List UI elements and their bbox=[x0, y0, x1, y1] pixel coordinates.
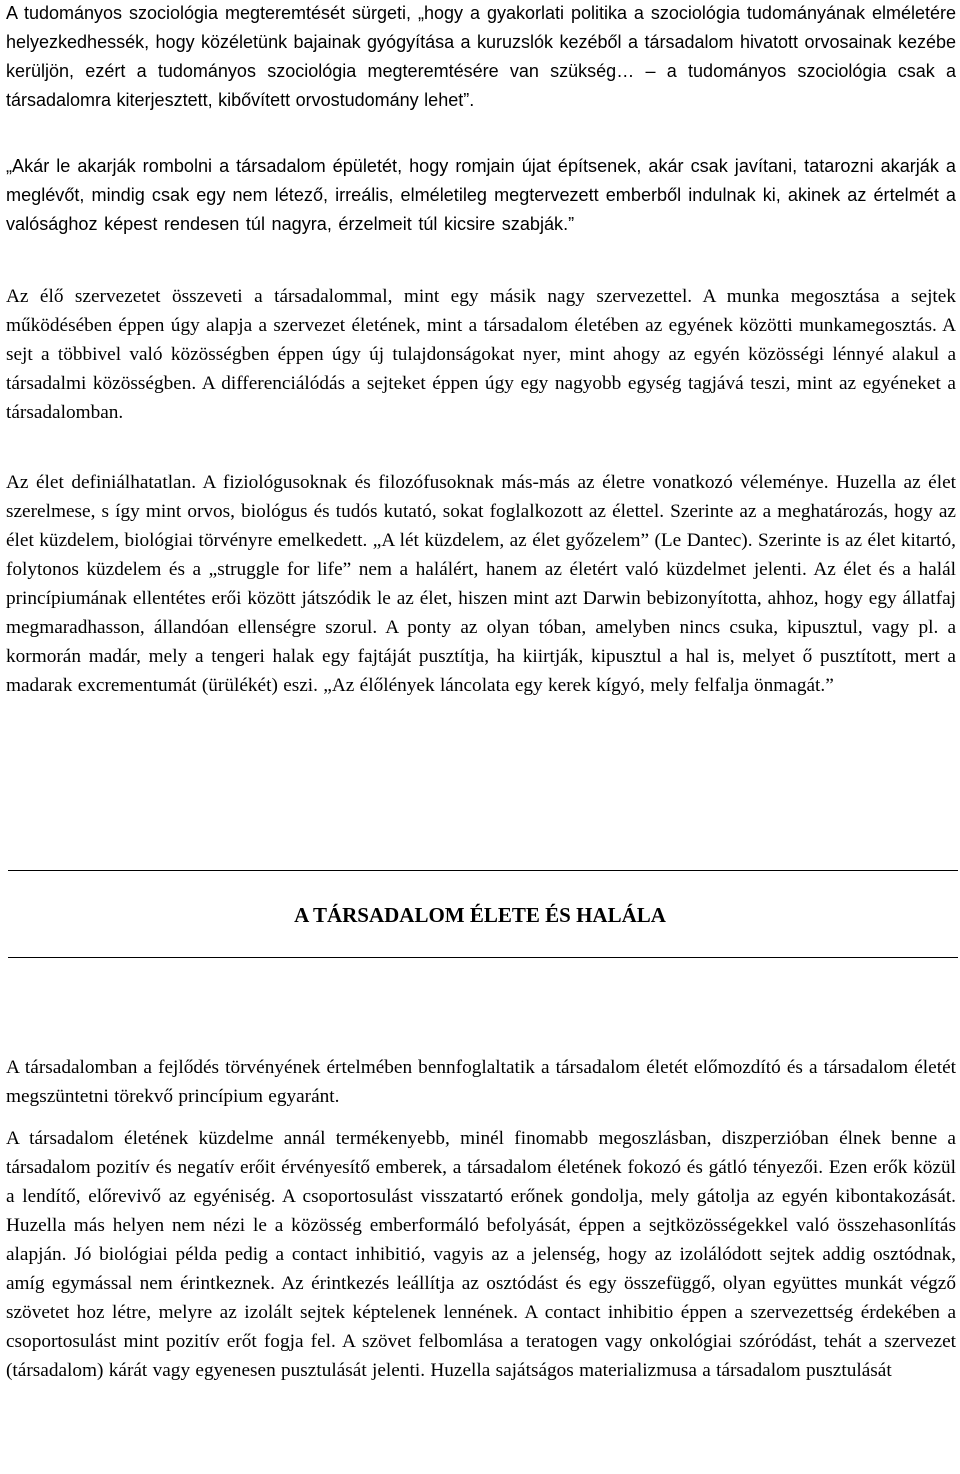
society-struggle-paragraph: A társadalom életének küzdelme annál termékenyebb, minél finomabb megoszlásban, diszperzióban élnek benne a társadalom pozitív és negatív erőit érvényesítő emberek, a társadalom életének fokozó és gátló tényezői. Ezen erők közül a lendítő, előrevivő az egyéniség. A csoportosulást visszatartó erőnek gondolja, mely gátolja az egyén kibontakozását. Huzella más helyen nem nézi le a közösség emberformáló befolyását, éppen a sejtközösségekkel való összehasonlítás alapján. Jó biológiai példa pedig a contact inhibitió, vagyis az a jelenség, hogy az izolálódott sejtek addig osztódnak, amíg egymással nem érintkeznek. Az érintkezés leállítja az osztódást és egy összefüggő, olyan együttes munkát végző szövetet hoz létre, melyre az izolált sejtek képtelenek lennének. A contact inhibitio éppen a szervezettség érdekében a csoportosulást mint pozitív erőt fogja fel. A szövet felbomlása a teratogen vagy onkológiai szóródást, tehát a szervezet (társadalom) kárát vagy egyenesen pusztulását jelenti. Huzella sajátságos materializmusa a társadalom pusztulását bbox=[6, 1128, 956, 1381]
life-definition-paragraph: Az élet definiálhatatlan. A fiziológusoknak és filozófusoknak más-más az életre vonatkozó véleménye. Huzella az élet szerelmese, s így mint orvos, biológus és tudós kutató, sokat foglalkozott az élettel. Szerinte az a meghatározás, hogy az élet küzdelem, biológiai törvényre emelkedett. „A lét küzdelem, az élet győzelem” (Le Dantec). Szerinte is az élet kitartó, folytonos küzdelem és a „struggle for life” nem a halálért, hanem az életért való küzdelmet jelenti. Az élet és a halál princípiumának ellentétes erői között játszódik le az élet, hiszen mint azt Darwin bebizonyította, ahhoz, hogy egy állatfaj megmaradhasson, állandóan ellenségre szorul. A ponty az olyan tóban, amelyben nincs csuka, kipusztul, vagy pl. a kormorán madár, mely a tengeri halak egy fajtáját pusztítja, ha kiirtják, kipusztul a hal is, melyet ő pusztított, mert a madarak excrementumát (ürülékét) eszi. „Az élőlények láncolata egy kerek kígyó, mely felfalja önmagát.” bbox=[6, 472, 956, 696]
bottom-divider bbox=[8, 957, 958, 958]
section-heading: A TÁRSADALOM ÉLETE ÉS HALÁLA bbox=[294, 903, 666, 927]
top-divider bbox=[8, 870, 958, 871]
quote-paragraph: „Akár le akarják rombolni a társadalom épületét, hogy romjain újat építsenek, akár csak javítani, tatarozni akarják a meglévőt, mindig csak egy nem létező, irreális, elméletileg megtervezett emberből indulnak ki, akinek az értelmét a valósághoz képest rendesen túl nagyra, érzelmeit túl kicsire szabják.” bbox=[6, 156, 956, 234]
intro-paragraph: A tudományos szociológia megteremtését sürgeti, „hogy a gyakorlati politika a szociológia tudományának elméletére helyezkedhessék, hogy közéletünk bajainak gyógyítása a kuruzslók kezéből a társadalom hivatott orvosainak kezébe kerüljön, ezért a tudományos szociológia megteremtésére van szükség… – a tudományos szociológia csak a társadalomra kiterjesztett, kibővített orvostudomány lehet”. bbox=[6, 3, 956, 110]
organism-paragraph: Az élő szervezetet összeveti a társadalommal, mint egy másik nagy szervezettel. A munka megosztása a sejtek működésében éppen úgy alapja a szervezet életének, mint a társadalom életében az egyének közötti munkamegosztás. A sejt a többivel való közösségben éppen úgy új tulajdonságokat nyer, mint ahogy az egyén közösségi lénnyé alakul a társadalmi közösségben. A differenciálódás a sejteket éppen úgy egy nagyobb egység tagjává teszi, mint az egyéneket a társadalomban. bbox=[6, 286, 956, 423]
society-development-paragraph: A társadalomban a fejlődés törvényének értelmében bennfoglaltatik a társadalom életét előmozdító és a társadalom életét megszüntetni törekvő princípium egyaránt. bbox=[6, 1057, 956, 1107]
